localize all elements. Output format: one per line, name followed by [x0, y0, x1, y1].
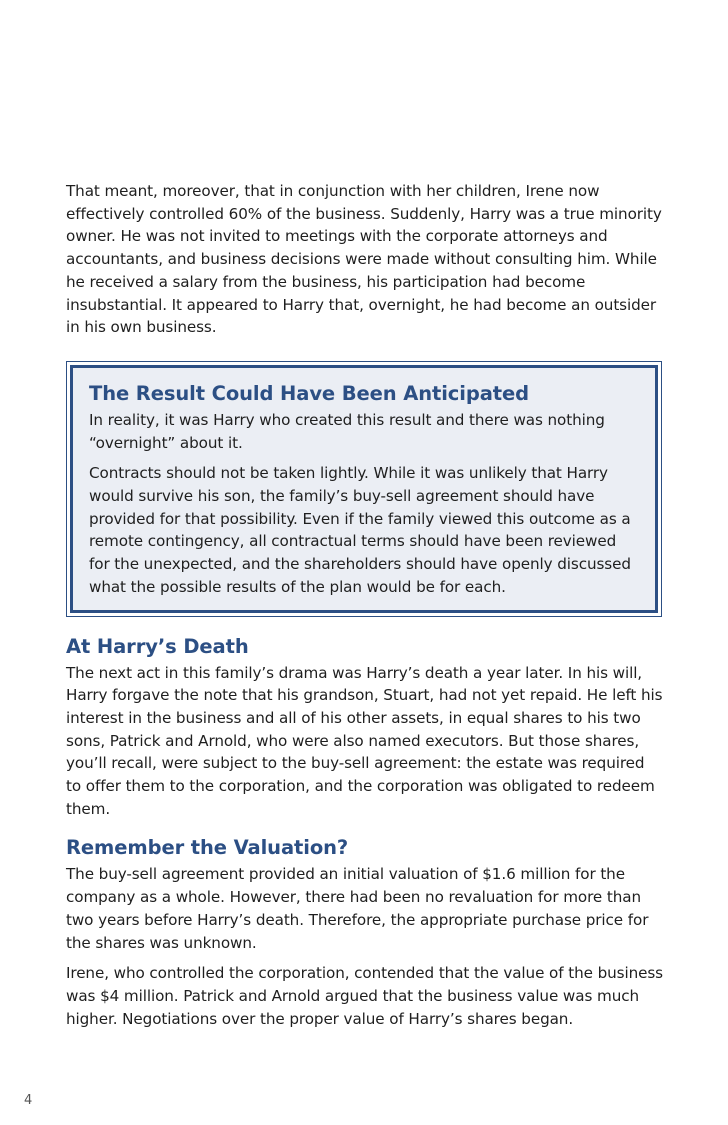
section-heading-harrys-death: At Harry’s Death	[66, 634, 249, 658]
section-heading-valuation: Remember the Valuation?	[66, 836, 349, 860]
section-paragraph-valuation-2: Irene, who controlled the corporation, contended that the value of the business was $4 million. Patrick and Arnold argued that the business value was much higher. Negotiations over the proper value of Harry’s shares began.	[66, 964, 663, 1028]
callout-paragraph-1: In reality, it was Harry who created this result and there was nothing “overnight” about it.	[89, 410, 605, 452]
callout-box-inner	[70, 365, 658, 613]
callout-box	[66, 361, 662, 617]
intro-paragraph: That meant, moreover, that in conjunction with her children, Irene now effectively controlled 60% of the business. Suddenly, Harry was a true minority owner. He was not invited to meetings with the corporate attorneys and accountants, and business decisions were made without consulting him. While he received a salary from the business, his participation had become insubstantial. It appeared to Harry that, overnight, he had become an outsider in his own business.	[66, 182, 662, 337]
page-content	[66, 180, 664, 1030]
callout-title: The Result Could Have Been Anticipated	[89, 381, 529, 405]
section-paragraph-valuation-1: The buy-sell agreement provided an initial valuation of $1.6 million for the company as a whole. However, there had been no revaluation for more than two years before Harry’s death. Therefore, the appropriate purchase price for the shares was unknown.	[66, 865, 649, 952]
callout-paragraph-2: Contracts should not be taken lightly. While it was unlikely that Harry would survive his son, the family’s buy-sell agreement should have provided for that possibility. Even if the family viewed this outcome as a remote contingency, all contractual terms should have been reviewed for the unexpected, and the shareholders should have openly discussed what the possible results of the plan would be for each.	[89, 464, 631, 596]
page-number: 4	[24, 1093, 33, 1108]
section-paragraph-harrys-death: The next act in this family’s drama was Harry’s death a year later. In his will, Harry forgave the note that his grandson, Stuart, had not yet repaid. He left his interest in the business and all of his other assets, in equal shares to his two sons, Patrick and Arnold, who were also named executors. But those shares, you’ll recall, were subject to the buy-sell agreement: the estate was required to offer them to the corporation, and the corporation was obligated to redeem them.	[66, 663, 663, 818]
